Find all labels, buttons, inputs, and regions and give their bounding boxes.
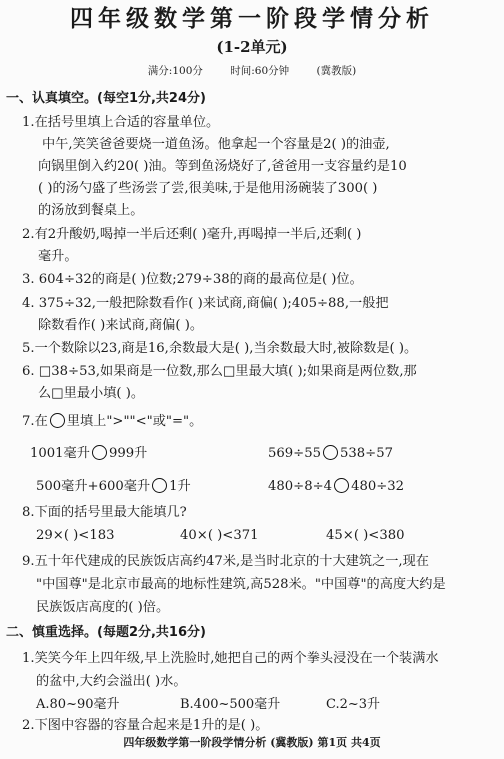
compare-circle[interactable]	[92, 445, 107, 460]
q7-prefix: 7.在	[22, 414, 48, 429]
compare-circle[interactable]	[152, 478, 167, 493]
q8-text: 8.下面的括号里最大能填几?	[22, 505, 187, 520]
page-subtitle: (1-2单元)	[216, 38, 288, 56]
choice-b: B.400~500毫升	[180, 697, 281, 712]
circle-icon	[50, 413, 65, 428]
page-title: 四年级数学第一阶段学情分析	[70, 6, 434, 32]
q1-para-line3: ( )的汤勺盛了些汤尝了尝,很美味,于是他用汤碗装了300( )	[38, 181, 378, 196]
q2-text: 2.有2升酸奶,喝掉一半后还剩( )毫升,再喝掉一半后,还剩( )	[22, 227, 362, 242]
q3-text: 3. 604÷32的商是( )位数;279÷38的商的最高位是( )位。	[22, 272, 363, 287]
q9-line2: "中国尊"是北京市最高的地标性建筑,高528米。"中国尊"的高度大约是	[36, 577, 446, 592]
q6-text-cont: 么□里最小填( )。	[38, 386, 145, 401]
q7-text	[22, 413, 202, 430]
q8-item-2: 40×( )<371	[180, 528, 259, 543]
full-score: 满分:100分	[147, 65, 203, 77]
section1-heading: 一、认真填空。(每空1分,共24分)	[6, 91, 206, 106]
q7-suffix: 里填上">""<"或"="。	[66, 414, 203, 429]
q1-para-line1: 中午,笑笑爸爸要烧一道鱼汤。他拿起一个容量是2( )的油壶,	[42, 137, 390, 152]
q8-item-3: 45×( )<380	[326, 528, 405, 543]
section2-heading: 二、慎重选择。(每题2分,共16分)	[6, 625, 206, 640]
q4-text: 4. 375÷32,一般把除数看作( )来试商,商偏( );405÷88,一般把	[22, 296, 389, 311]
q5-text: 5.一个数除以23,商是16,余数最大是( ),当余数最大时,被除数是( )。	[22, 341, 418, 356]
q1-para-line4: 的汤放到餐桌上。	[38, 203, 144, 218]
time-limit: 时间:60分钟	[230, 65, 290, 77]
q9-line3: 民族饭店高度的( )倍。	[36, 600, 170, 615]
compare-item-3: 500毫升+600毫升 1升	[36, 479, 191, 494]
compare-item-1: 1001毫升 999升	[30, 446, 148, 461]
edition: (冀教版)	[316, 65, 357, 77]
q4-text-cont: 除数看作( )来试商,商偏( )。	[38, 318, 204, 333]
s2-q1-line1: 1.笑笑今年上四年级,早上洗脸时,她把自己的两个拳头浸没在一个装满水	[22, 651, 439, 666]
choice-c: C.2~3升	[326, 697, 381, 712]
compare-circle[interactable]	[323, 445, 338, 460]
compare-item-2: 569÷55 538÷57	[268, 446, 394, 461]
q6-text: 6. □38÷53,如果商是一位数,那么□里最大填( );如果商是两位数,那	[22, 364, 417, 379]
q8-item-1: 29×( )<183	[36, 528, 115, 543]
q1-para-line2: 向锅里倒入约20( )油。等到鱼汤烧好了,爸爸用一支容量约是10	[38, 159, 407, 174]
q2-text-cont: 毫升。	[38, 249, 78, 264]
s2-q2-text: 2.下图中容器的容量合起来是1升的是( )。	[22, 718, 269, 733]
compare-item-4: 480÷8÷4 480÷32	[268, 479, 405, 494]
s2-q1-line2: 的盆中,大约会溢出( )水。	[36, 674, 187, 689]
q1-text: 1.在括号里填上合适的容量单位。	[22, 115, 220, 130]
choice-a: A.80~90毫升	[36, 697, 120, 712]
page-footer: 四年级数学第一阶段学情分析 (冀教版) 第1页 共4页	[123, 736, 381, 749]
exam-meta	[0, 65, 504, 77]
q9-line1: 9.五十年代建成的民族饭店高约47米,是当时北京的十大建筑之一,现在	[22, 554, 429, 569]
compare-circle[interactable]	[334, 478, 349, 493]
